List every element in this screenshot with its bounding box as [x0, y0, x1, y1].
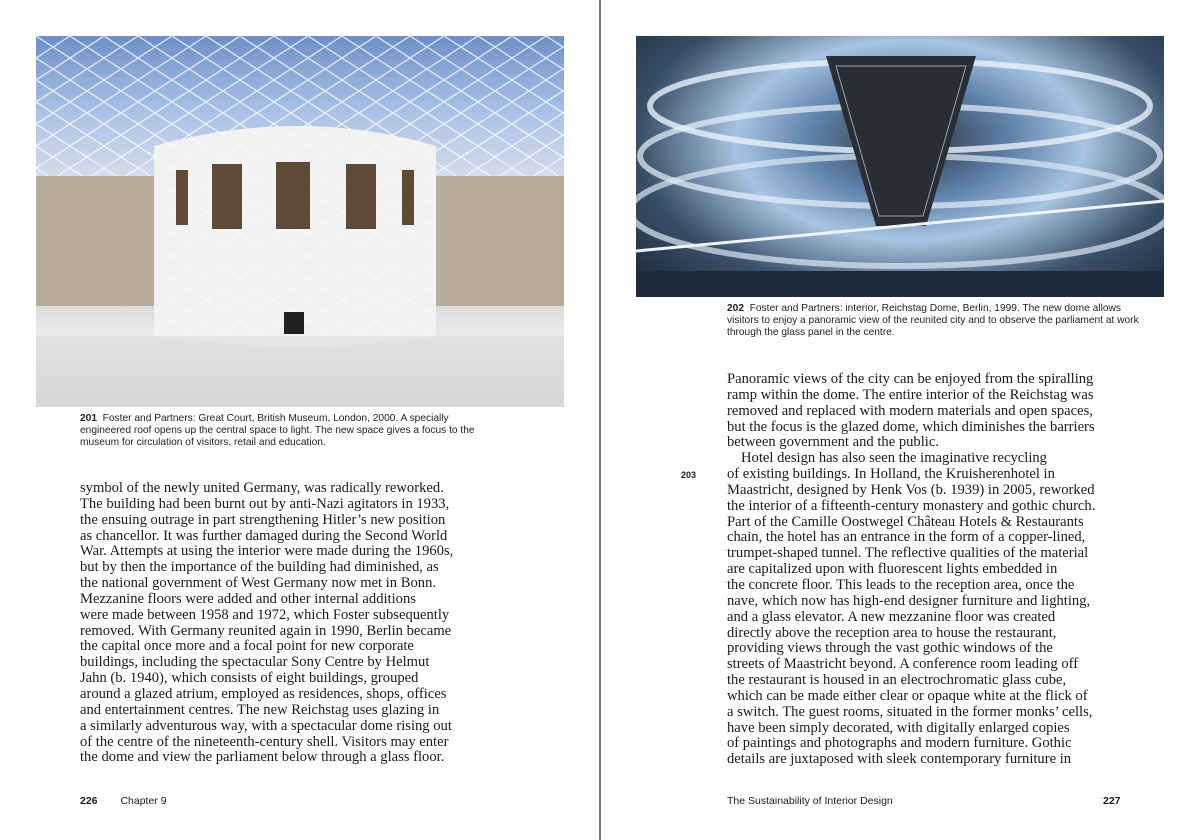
great-court-photo	[36, 36, 564, 407]
text-line: The building had been burnt out by anti-Nazi agitators in 1933,	[80, 495, 450, 512]
text-line: chain, the hotel has an entrance in the form of a copper-lined,	[727, 529, 1086, 546]
text-line: but by then the importance of the building had diminished, as	[80, 559, 439, 576]
text-line: ramp within the dome. The entire interior of the Reichstag was	[727, 386, 1094, 403]
text-line: providing views through the vast gothic windows of the	[727, 640, 1053, 657]
reichstag-dome-photo	[636, 36, 1164, 297]
text-line: of paintings and photographs and modern furniture. Gothic	[727, 735, 1072, 752]
left-footer	[80, 795, 167, 807]
text-line: but the focus is the glazed dome, which diminishes the barriers	[727, 418, 1095, 435]
text-line: between government and the public.	[727, 434, 939, 451]
text-line: trumpet-shaped tunnel. The reflective qualities of the material	[727, 545, 1089, 562]
text-line: streets of Maastricht beyond. A conference room leading off	[727, 656, 1079, 673]
text-line: the dome and view the parliament below through a glass floor.	[80, 749, 445, 766]
figure-number: 202	[727, 303, 744, 314]
text-line: of the centre of the nineteenth-century shell. Visitors may enter	[80, 733, 449, 750]
text-line: nave, which now has high-end designer furniture and lighting,	[727, 592, 1091, 609]
text-line: and entertainment centres. The new Reichstag uses glazing in	[80, 701, 440, 718]
text-line: around a glazed atrium, employed as residences, shops, offices	[80, 685, 447, 702]
text-line: the ensuing outrage in part strengthening Hitler’s new position	[80, 511, 446, 528]
text-line: the concrete floor. This leads to the reception area, once the	[727, 576, 1075, 593]
page-number: 227	[1103, 795, 1121, 807]
text-line: Jahn (b. 1940), which consists of eight buildings, grouped	[80, 670, 419, 687]
great-court-illustration	[36, 36, 564, 407]
text-line: details are juxtaposed with sleek contemporary furniture in	[727, 751, 1072, 768]
text-line: a switch. The guest rooms, situated in the former monks’ cells,	[727, 703, 1093, 720]
running-head: Chapter 9	[120, 795, 167, 807]
running-head: The Sustainability of Interior Design	[727, 795, 893, 807]
text-line: Panoramic views of the city can be enjoyed from the spiralling	[727, 371, 1094, 387]
page-number: 226	[80, 795, 98, 807]
text-line: Maastricht, designed by Henk Vos (b. 1939) in 2005, reworked	[727, 481, 1095, 498]
text-line: the capital once more and a focal point for new corporate	[80, 638, 414, 655]
text-line: and a glass elevator. A new mezzanine floor was created	[727, 608, 1056, 625]
figure-number: 201	[80, 413, 97, 424]
text-line: a similarly adventurous way, with a spectacular dome rising out	[80, 717, 452, 734]
text-line: which can be made either clear or opaque white at the flick of	[727, 687, 1088, 704]
text-line: have been simply decorated, with digitally enlarged copies	[727, 719, 1070, 736]
text-line: removed and replaced with modern materials and open spaces,	[727, 402, 1093, 419]
text-line: symbol of the newly united Germany, was radically reworked.	[80, 480, 444, 496]
figure-caption-202	[727, 303, 1147, 339]
text-line: the restaurant is housed in an electrochromatic glass cube,	[727, 672, 1067, 689]
right-page	[601, 0, 1200, 840]
text-line: buildings, including the spectacular Sony Centre by Helmut	[80, 654, 430, 671]
text-line: War. Attempts at using the interior were made during the 1960s,	[80, 543, 454, 560]
text-line: as chancellor. It was further damaged during the Second World	[80, 527, 448, 544]
text-line: the interior of a fifteenth-century monastery and gothic church.	[727, 497, 1096, 514]
text-line: removed. With Germany reunited again in 1990, Berlin became	[80, 622, 452, 639]
text-line: Part of the Camille Oostwegel Château Hotels & Restaurants	[727, 513, 1084, 530]
text-line: directly above the reception area to house the restaurant,	[727, 624, 1057, 641]
margin-figure-reference: 203	[681, 470, 697, 480]
text-line: Hotel design has also seen the imaginative recycling	[741, 450, 1047, 467]
text-line: were made between 1958 and 1972, which Foster subsequently	[80, 606, 450, 623]
caption-text: Foster and Partners: Great Court, British Museum, London, 2000. A specially engineered roof opens up the central space to light. The new space gives a focus to the museum for circulation of visitors, retail and education.	[80, 413, 475, 448]
caption-text: Foster and Partners: interior, Reichstag Dome, Berlin, 1999. The new dome allows visitors to enjoy a panoramic view of the reunited city and to observe the parliament at work through the glass panel in the centre.	[727, 303, 1139, 338]
body-text	[727, 372, 1127, 768]
figure-caption-201	[80, 413, 480, 449]
text-line: Mezzanine floors were added and other internal additions	[80, 590, 416, 607]
reichstag-dome-illustration	[636, 36, 1164, 297]
text-line: of existing buildings. In Holland, the Kruisherenhotel in	[727, 466, 1055, 483]
text-line: are capitalized upon with fluorescent lights embedded in	[727, 561, 1058, 578]
body-text	[80, 481, 480, 766]
text-line: the national government of West Germany now met in Bonn.	[80, 575, 437, 592]
